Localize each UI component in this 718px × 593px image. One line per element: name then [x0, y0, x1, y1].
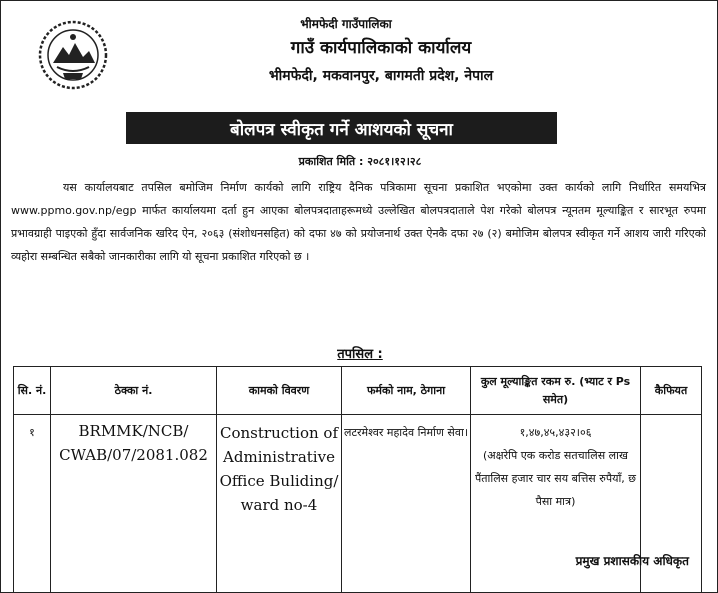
cell-firm: लटरमेश्वर महादेव निर्माण सेवा।	[342, 415, 471, 593]
header-amount: कुल मूल्याङ्कित रकम रु. (भ्याट र Ps समेत)	[471, 367, 641, 415]
published-date: प्रकाशित मिति : २०८१।१२।२८	[298, 155, 422, 168]
header-firm: फर्मको नाम, ठेगाना	[342, 367, 471, 415]
office-name: गाउँ कार्यपालिकाको कार्यालय	[290, 38, 472, 58]
header-sn: सि. नं.	[14, 367, 51, 415]
cell-sn: १	[14, 415, 51, 593]
amount-words: (अक्षरेपि एक करोड सतचालिस लाख पैंतालिस हजार चार सय बत्तिस रुपैयाँ, छ पैसा मात्र)	[474, 449, 637, 508]
signature-title: प्रमुख प्रशासकीय अधिकृत	[575, 554, 689, 568]
header-work: कामको विवरण	[217, 367, 342, 415]
cell-contract-no: BRMMK/NCB/ CWAB/07/2081.082	[51, 415, 217, 593]
notice-body	[11, 176, 706, 268]
amount-figure: १,४७,४५,४३२।०६	[519, 426, 592, 439]
nepal-government-emblem-icon	[37, 19, 109, 91]
header-remarks: कैफियत	[641, 367, 702, 415]
section-title: तपसिल :	[337, 347, 383, 362]
notice-body-text: यस कार्यालयबाट तपसिल बमोजिम निर्माण कार्यको लागि राष्ट्रिय दैनिक पत्रिकामा सूचना प्रकाशित भएकोमा उक्त कार्यको लागि निर्धारित समयभित्र www.ppmo.gov.np/egp मार्फत कार्यालयमा दर्ता हुन आएका बोलपत्रदाताहरूमध्ये उल्लेखित बोलपत्रदाताले पेश गरेको बोलपत्र न्यूनतम मूल्याङ्कित र सारभूत रुपमा प्रभावग्राही पाइएको हुँदा सार्वजनिक खरिद ऐन, २०६३ (संशोधनसहित) को दफा ४७ को प्रयोजनार्थ उक्त ऐनकै दफा २७ (२) बमोजिम बोलपत्र स्वीकृत गर्ने आशय जारी गरिएको व्यहोरा सम्बन्धित सबैको जानकारीका लागि यो सूचना प्रकाशित गरिएको छ ।	[11, 181, 706, 263]
header-contract-no: ठेक्का नं.	[51, 367, 217, 415]
notice-title: बोलपत्र स्वीकृत गर्ने आशयको सूचना	[126, 112, 557, 144]
table-header-row	[14, 367, 702, 415]
office-address: भीमफेदी, मकवानपुर, बागमती प्रदेश, नेपाल	[268, 68, 494, 84]
municipality-name: भीमफेदी गाउँपालिका	[300, 17, 392, 31]
header-block	[231, 15, 531, 89]
cell-work: Construction of Administrative Office Buliding/ ward no-4	[217, 415, 342, 593]
